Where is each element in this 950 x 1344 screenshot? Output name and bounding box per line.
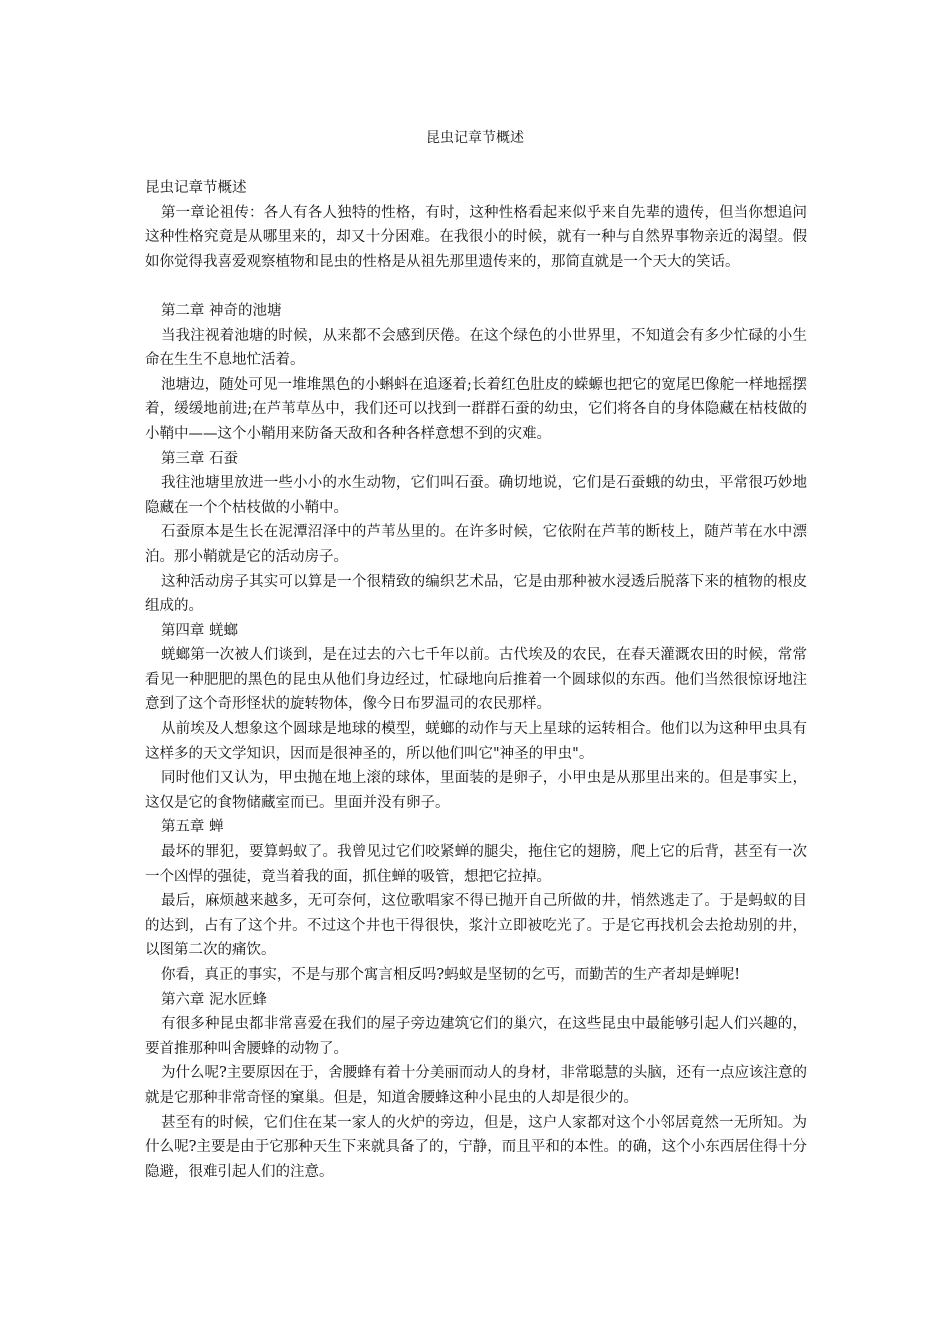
chapter6-paragraph-2: 为什么呢?主要原因在于，舍腰蜂有着十分美丽而动人的身材，非常聪慧的头脑，还有一点应该注意的就是它那种非常奇怪的窠巢。但是，知道舍腰蜂这种小昆虫的人却是很少的。: [145, 1065, 807, 1106]
chapter3-heading: 第三章 石蚕: [160, 450, 239, 467]
chapter3-paragraph-3: 这种活动房子其实可以算是一个很精致的编织艺术品，它是由那种被水浸透后脱落下来的植物的根皮组成的。: [145, 573, 807, 615]
chapter2-heading: 第二章 神奇的池塘: [160, 302, 282, 319]
chapter6-paragraph-3: 甚至有的时候，它们住在某一家人的火炉的旁边，但是，这户人家都对这个小邻居竟然一无所知。为什么呢?主要是由于它那种天生下来就具备了的，宁静，而且平和的本性。的确，这个小东西居住得十分隐避，很难引起人们的注意。: [145, 1114, 807, 1180]
chapter2-paragraph-2: 池塘边，随处可见一堆堆黑色的小蝌蚪在追逐着;长着红色肚皮的蝾螈也把它的宽尾巴像舵一样地摇摆着，缓缓地前进;在芦苇草丛中，我们还可以找到一群群石蚕的幼虫，它们将各自的身体隐藏在枯枝做的小鞘中——这个小鞘用来防备天敌和各种各样意想不到的灾难。: [145, 376, 807, 442]
chapter1-paragraph: 第一章论祖传：各人有各人独特的性格，有时，这种性格看起来似乎来自先辈的遗传，但当你想追问这种性格究竟是从哪里来的，却又十分困难。在我很小的时候，就有一种与自然界事物亲近的渴望。假如你觉得我喜爱观察植物和昆虫的性格是从祖先那里遗传来的，那简直就是一个天大的笑话。: [145, 204, 807, 270]
chapter5-paragraph-1: 最坏的罪犯，要算蚂蚁了。我曾见过它们咬紧蝉的腿尖，拖住它的翅膀，爬上它的后背，甚至有一次一个凶悍的强徒，竟当着我的面，抓住蝉的吸管，想把它拉掉。: [145, 844, 807, 885]
chapter5-heading: 第五章 蝉: [160, 819, 224, 836]
intro-heading: 昆虫记章节概述: [145, 180, 247, 196]
paragraph-spacer: [145, 274, 807, 299]
chapter3-paragraph-2: 石蚕原本是生长在泥潭沼泽中的芦苇丛里的。在许多时候，它依附在芦苇的断枝上，随芦苇在水中漂泊。那小鞘就是它的活动房子。: [145, 524, 807, 565]
chapter6-paragraph-1: 有很多种昆虫都非常喜爱在我们的屋子旁边建筑它们的巢穴，在这些昆虫中最能够引起人们兴趣的，要首推那种叫舍腰蜂的动物了。: [145, 1016, 807, 1057]
chapter6-heading: 第六章 泥水匠蜂: [160, 991, 268, 1008]
chapter2-paragraph-1: 当我注视着池塘的时候，从来都不会感到厌倦。在这个绿色的小世界里，不知道会有多少忙碌的小生命在生生不息地忙活着。: [145, 327, 807, 369]
chapter5-paragraph-2: 最后，麻烦越来越多，无可奈何，这位歌唱家不得已抛开自己所做的井，悄然逃走了。于是蚂蚁的目的达到，占有了这个井。不过这个井也干得很快，浆汁立即被吃光了。于是它再找机会去抢劫别的井，以图第二次的痛饮。: [145, 893, 807, 959]
chapter4-heading: 第四章 蜣螂: [160, 622, 239, 639]
chapter4-paragraph-2: 从前埃及人想象这个圆球是地球的模型，蜣螂的动作与天上星球的运转相合。他们以为这种甲虫具有这样多的天文学知识，因而是很神圣的，所以他们叫它"神圣的甲虫"。: [145, 721, 807, 762]
document-body: [145, 176, 807, 1184]
chapter4-paragraph-3: 同时他们又认为，甲虫抛在地上滚的球体，里面装的是卵子，小甲虫是从那里出来的。但是事实上，这仅是它的食物储藏室而已。里面并没有卵子。: [145, 770, 807, 811]
chapter4-paragraph-1: 蜣螂第一次被人们谈到，是在过去的六七千年以前。古代埃及的农民，在春天灌溉农田的时候，常常看见一种肥肥的黑色的昆虫从他们身边经过，忙碌地向后推着一个圆球似的东西。他们当然很惊讶地注意到了这个奇形怪状的旋转物体，像今日布罗温司的农民那样。: [145, 647, 807, 713]
chapter3-paragraph-1: 我往池塘里放进一些小小的水生动物，它们叫石蚕。确切地说，它们是石蚕蛾的幼虫，平常很巧妙地隐藏在一个个枯枝做的小鞘中。: [145, 475, 807, 516]
chapter5-paragraph-3: 你看，真正的事实，不是与那个寓言相反吗?蚂蚁是坚韧的乞丐，而勤苦的生产者却是蝉呢!: [160, 967, 741, 983]
document-title: 昆虫记章节概述: [426, 130, 524, 146]
